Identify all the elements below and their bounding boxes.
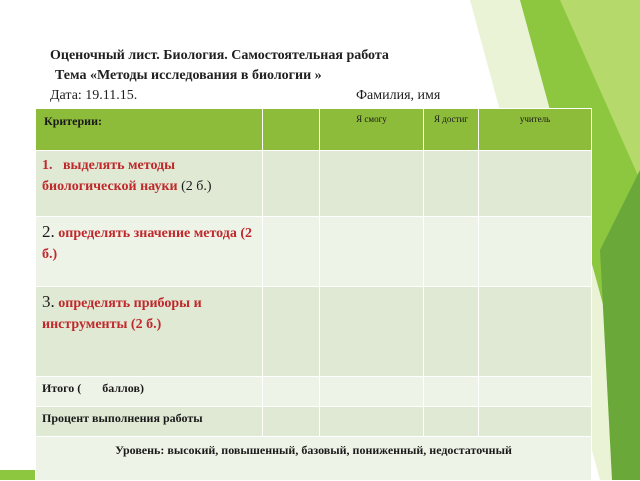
criterion-number: 1. — [42, 158, 53, 173]
cell-teacher[interactable] — [479, 377, 592, 407]
total-label: Итого ( баллов) — [36, 377, 263, 407]
column-empty — [263, 109, 320, 151]
criterion-text: определять приборы и инструменты (2 б.) — [42, 296, 202, 332]
criterion-1 — [36, 151, 263, 217]
level-row — [36, 437, 592, 481]
cell[interactable] — [263, 151, 320, 217]
cell[interactable] — [263, 407, 320, 437]
cell-i-achieved[interactable] — [424, 377, 479, 407]
cell-i-achieved[interactable] — [424, 151, 479, 217]
cell-i-achieved[interactable] — [424, 287, 479, 377]
criterion-text: определять значение метода (2 б.) — [42, 226, 253, 262]
column-i-achieved: Я достиг — [424, 109, 479, 151]
cell-teacher[interactable] — [479, 407, 592, 437]
total-row — [36, 377, 592, 407]
topic-line: Тема «Методы исследования в биологии » — [55, 68, 322, 83]
criterion-row-2 — [36, 217, 592, 287]
criterion-2 — [36, 217, 263, 287]
cell-i-can[interactable] — [320, 217, 424, 287]
criterion-number: 3. — [42, 292, 55, 311]
cell-teacher[interactable] — [479, 151, 592, 217]
cell-i-can[interactable] — [320, 287, 424, 377]
cell[interactable] — [263, 287, 320, 377]
level-label: Уровень: высокий, повышенный, базовый, пониженный, недостаточный — [36, 437, 592, 481]
criterion-number: 2. — [42, 222, 55, 241]
assessment-table — [35, 108, 592, 481]
criterion-text: выделять методы биологической науки — [42, 158, 178, 194]
criterion-row-3 — [36, 287, 592, 377]
percent-row — [36, 407, 592, 437]
cell[interactable] — [263, 217, 320, 287]
criterion-points: (2 б.) — [181, 179, 212, 194]
cell-teacher[interactable] — [479, 287, 592, 377]
sheet-title: Оценочный лист. Биология. Самостоятельная работа — [50, 48, 389, 63]
criterion-3 — [36, 287, 263, 377]
date-line: Дата: 19.11.15. — [50, 88, 138, 103]
cell-i-achieved[interactable] — [424, 217, 479, 287]
column-i-can: Я смогу — [320, 109, 424, 151]
cell-teacher[interactable] — [479, 217, 592, 287]
column-teacher: учитель — [479, 109, 592, 151]
header-row — [36, 109, 592, 151]
cell-i-can[interactable] — [320, 151, 424, 217]
criterion-row-1 — [36, 151, 592, 217]
cell[interactable] — [263, 377, 320, 407]
cell-i-achieved[interactable] — [424, 407, 479, 437]
cell-i-can[interactable] — [320, 377, 424, 407]
percent-label: Процент выполнения работы — [36, 407, 263, 437]
student-name-label: Фамилия, имя — [356, 88, 441, 103]
column-criteria: Критерии: — [36, 109, 263, 151]
cell-i-can[interactable] — [320, 407, 424, 437]
